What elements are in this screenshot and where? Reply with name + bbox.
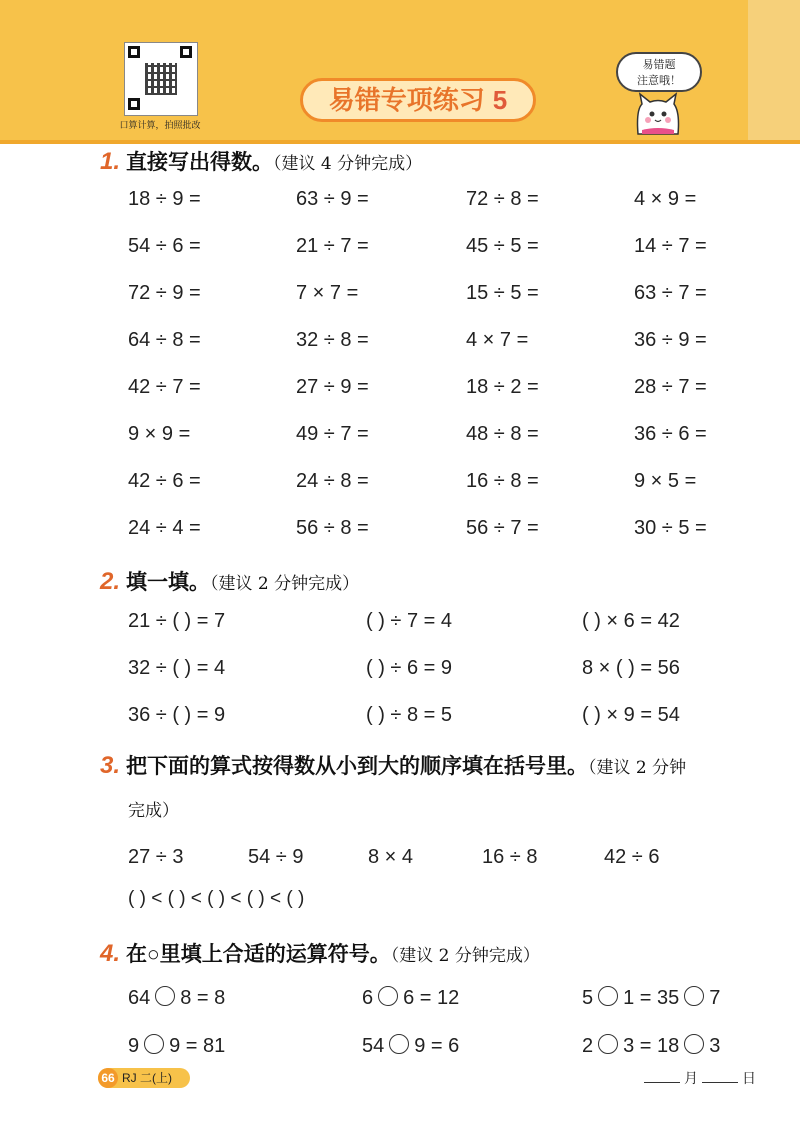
operator-circle[interactable] [144,1034,164,1054]
operator-item [362,1034,459,1058]
calc-item[interactable]: 4 × 7 = [466,329,529,351]
operand: 5 [582,987,594,1009]
operand-result: 1 = 35 [623,987,680,1009]
operator-item [362,986,459,1010]
calc-item[interactable]: 9 × 5 = [634,470,697,492]
operator-item [128,986,225,1010]
qr-finder [128,46,140,58]
question-4-heading [100,938,540,968]
calc-item[interactable]: 27 ÷ 9 = [296,376,369,398]
operator-item [582,1034,720,1058]
operator-item [582,986,720,1010]
question-hint-cont: 完成） [128,801,179,821]
operand-result: 9 = 81 [169,1035,226,1057]
operand: 64 [128,987,151,1009]
question-number: 4. [100,940,121,967]
question-2-heading [100,566,359,596]
operand-result: 3 = 18 [623,1035,680,1057]
question-title: 填一填。 [126,571,211,594]
fill-blank-item[interactable]: 32 ÷ ( ) = 4 [128,657,226,679]
calc-item[interactable]: 24 ÷ 8 = [296,470,369,492]
expression: 54 ÷ 9 [248,846,304,868]
fill-blank-item[interactable]: 21 ÷ ( ) = 7 [128,610,226,632]
calc-item[interactable]: 63 ÷ 9 = [296,188,369,210]
question-title: 在○里填上合适的运算符号。 [126,943,391,966]
operator-circle[interactable] [684,986,704,1006]
qr-caption: 口算计算，拍照批改 [119,120,201,130]
operand-result: 8 = 8 [180,987,226,1009]
operand: 9 [128,1035,140,1057]
expression: 16 ÷ 8 [482,846,538,868]
page-edge-strip [748,0,800,140]
cat-mascot-icon [628,90,688,136]
operand-result: 6 = 12 [403,987,460,1009]
fill-blank-item[interactable]: ( ) ÷ 7 = 4 [366,610,453,632]
calc-item[interactable]: 56 ÷ 7 = [466,517,539,539]
calc-item[interactable]: 7 × 7 = [296,282,359,304]
day-blank[interactable] [702,1082,738,1083]
bubble-line: 注意哦！ [637,75,681,87]
page-badge [98,1068,190,1088]
calc-item[interactable]: 4 × 9 = [634,188,697,210]
operand: 7 [709,987,721,1009]
calc-item[interactable]: 72 ÷ 9 = [128,282,201,304]
page-title [300,78,536,122]
question-3-hint-continued [128,796,179,822]
calc-item[interactable]: 9 × 9 = [128,423,191,445]
date-field [640,1068,756,1088]
calc-item[interactable]: 42 ÷ 7 = [128,376,201,398]
month-label: 月 [684,1070,698,1086]
calc-item[interactable]: 36 ÷ 6 = [634,423,707,445]
question-number: 2. [100,568,121,595]
operand-result: 9 = 6 [414,1035,460,1057]
fill-blank-item[interactable]: ( ) × 6 = 42 [582,610,680,632]
question-1-heading [100,146,422,176]
page-title-number: 5 [492,85,508,115]
operator-circle[interactable] [378,986,398,1006]
operand: 6 [362,987,374,1009]
calc-item[interactable]: 49 ÷ 7 = [296,423,369,445]
calc-item[interactable]: 54 ÷ 6 = [128,235,201,257]
operator-circle[interactable] [155,986,175,1006]
qr-finder [180,46,192,58]
expression: 27 ÷ 3 [128,846,184,868]
expression: 8 × 4 [368,846,414,868]
operator-item [128,1034,225,1058]
calc-item[interactable]: 36 ÷ 9 = [634,329,707,351]
calc-item[interactable]: 18 ÷ 9 = [128,188,201,210]
month-blank[interactable] [644,1082,680,1083]
qr-finder [128,98,140,110]
operator-circle[interactable] [389,1034,409,1054]
day-label: 日 [742,1070,756,1086]
operand: 2 [582,1035,594,1057]
bubble-line: 易错题 [642,59,676,71]
question-3-heading [100,750,686,780]
question-number: 3. [100,752,121,779]
question-hint: （建议 2 分钟完成） [210,574,360,594]
question-title: 直接写出得数。 [126,151,274,174]
calc-item[interactable]: 72 ÷ 8 = [466,188,539,210]
operand: 3 [709,1035,721,1057]
fill-blank-item[interactable]: 36 ÷ ( ) = 9 [128,704,226,726]
fill-blank-item[interactable]: ( ) ÷ 6 = 9 [366,657,453,679]
fill-blank-item[interactable]: ( ) ÷ 8 = 5 [366,704,453,726]
calc-item[interactable]: 64 ÷ 8 = [128,329,201,351]
calc-item[interactable]: 16 ÷ 8 = [466,470,539,492]
question-hint: （建议 2 分钟 [588,758,687,778]
operator-circle[interactable] [598,1034,618,1054]
fill-blank-item[interactable]: ( ) × 9 = 54 [582,704,680,726]
order-answer-line[interactable]: ( ) < ( ) < ( ) < ( ) < ( ) [128,888,305,909]
question-title: 把下面的算式按得数从小到大的顺序填在括号里。 [126,755,589,778]
qr-code[interactable] [124,42,198,116]
calc-item[interactable]: 32 ÷ 8 = [296,329,369,351]
calc-item[interactable]: 48 ÷ 8 = [466,423,539,445]
calc-item[interactable]: 14 ÷ 7 = [634,235,707,257]
question-hint: （建议 4 分钟完成） [273,154,423,174]
operand: 54 [362,1035,385,1057]
calc-item[interactable]: 45 ÷ 5 = [466,235,539,257]
calc-item[interactable]: 56 ÷ 8 = [296,517,369,539]
calc-item[interactable]: 42 ÷ 6 = [128,470,201,492]
page-number: 66 [98,1068,118,1088]
calc-item[interactable]: 24 ÷ 4 = [128,517,201,539]
operator-circle[interactable] [598,986,618,1006]
calc-item[interactable]: 18 ÷ 2 = [466,376,539,398]
calc-item[interactable]: 63 ÷ 7 = [634,282,707,304]
operator-circle[interactable] [684,1034,704,1054]
speech-bubble [616,52,702,92]
page-title-text: 易错专项练习 [328,85,485,115]
calc-item[interactable]: 30 ÷ 5 = [634,517,707,539]
question-number: 1. [100,148,121,175]
calc-item[interactable]: 21 ÷ 7 = [296,235,369,257]
qr-pattern [145,63,177,95]
expression: 42 ÷ 6 [604,846,660,868]
calc-item[interactable]: 15 ÷ 5 = [466,282,539,304]
edition-label: RJ 二(上) [122,1071,172,1085]
calc-item[interactable]: 28 ÷ 7 = [634,376,707,398]
question-hint: （建议 2 分钟完成） [390,946,540,966]
fill-blank-item[interactable]: 8 × ( ) = 56 [582,657,680,679]
